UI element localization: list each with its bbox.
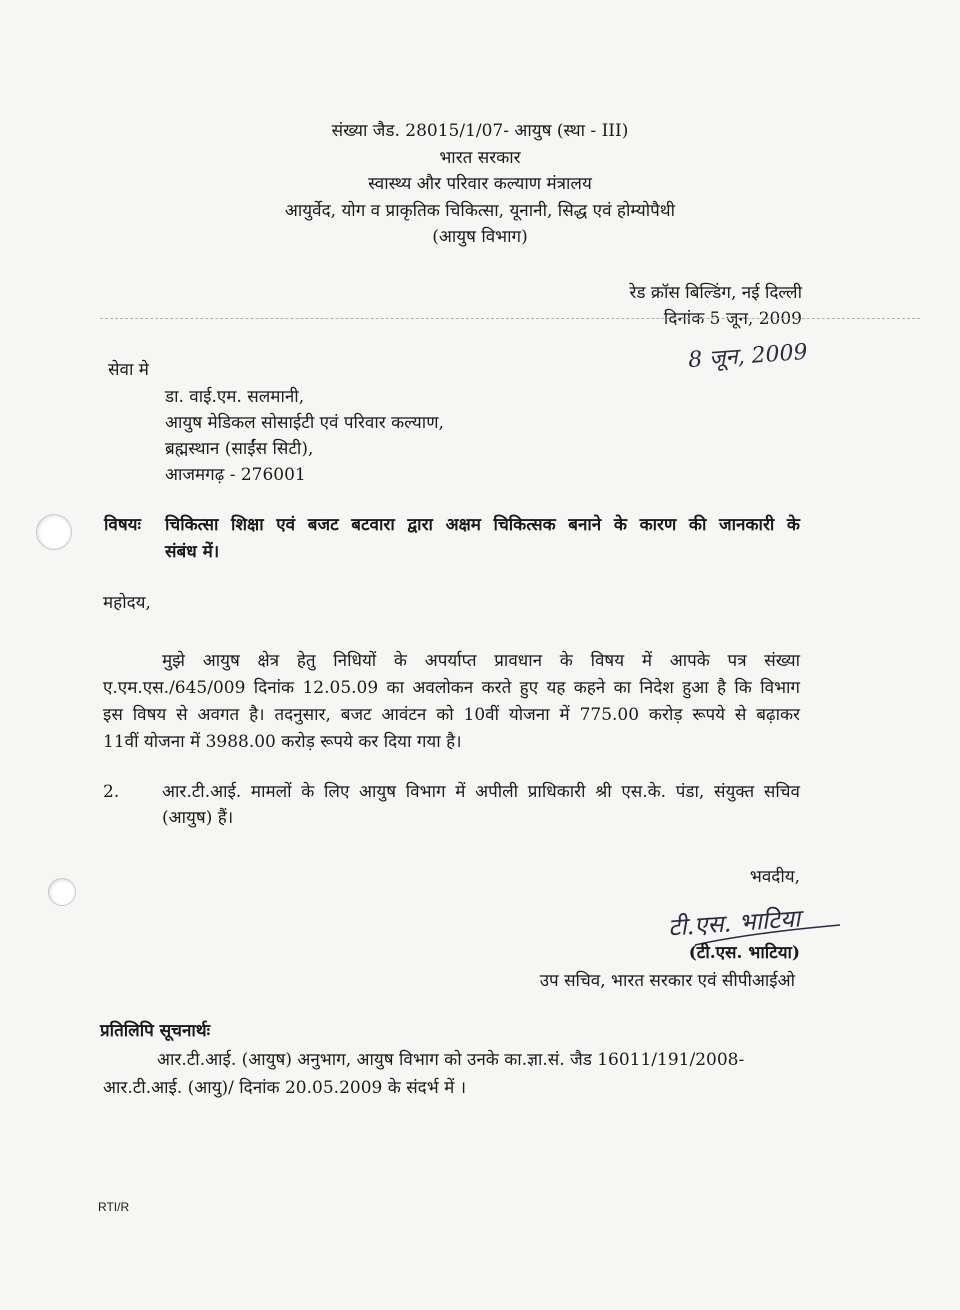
greeting: महोदय,	[103, 593, 151, 613]
recipient-line: ब्रह्मस्थान (साईंस सिटी),	[165, 439, 314, 459]
copy-line-1: आर.टी.आई. (आयुष) अनुभाग, आयुष विभाग को उनके का.ज्ञा.सं. जैड 16011/191/2008-	[157, 1050, 745, 1070]
ministry-name: स्वास्थ्य और परिवार कल्याण मंत्रालय	[368, 174, 592, 194]
para1-line: 11वीं योजना में 3988.00 करोड़ रूपये कर दिया गया है।	[103, 732, 462, 752]
para2-line-2: (आयुष) हैं।	[162, 808, 234, 828]
copy-heading: प्रतिलिपि सूचनार्थः	[100, 1021, 211, 1041]
punch-hole-bottom	[48, 878, 76, 906]
date: दिनांक 5 जून, 2009	[663, 309, 802, 329]
subject-line-2: संबंध में।	[165, 542, 220, 562]
para1-line: इस विषय से अवगत है। तदनुसार, बजट आवंटन को 10वीं योजना में 775.00 करोड़ रूपये से बढ़ाकर	[103, 705, 800, 725]
subject-line-1: चिकित्सा शिक्षा एवं बजट बटवारा द्वारा अक्षम चिकित्सक बनाने के कारण की जानकारी के	[165, 515, 800, 535]
para2-number: 2.	[103, 782, 120, 802]
signatory-designation: उप सचिव, भारत सरकार एवं सीपीआईओ	[539, 971, 795, 991]
para2-line-1: आर.टी.आई. मामलों के लिए आयुष विभाग में अपीली प्राधिकारी श्री एस.के. पंडा, संयुक्त सचिव	[162, 782, 800, 802]
signatory-name: (टी.एस. भाटिया)	[688, 943, 800, 963]
recipient-line: आयुष मेडिकल सोसाईटी एवं परिवार कल्याण,	[165, 413, 444, 433]
govt-name: भारत सरकार	[439, 148, 521, 168]
para1-line: मुझे आयुष क्षेत्र हेतु निधियों के अपर्याप्त प्रावधान के विषय में आपके पत्र संख्या	[162, 651, 800, 671]
para1-line: ए.एम.एस./645/009 दिनांक 12.05.09 का अवलोकन करते हुए यह कहने का निदेश हुआ है कि विभाग	[103, 678, 800, 698]
handwritten-date: 8 जून, 2009	[687, 339, 809, 374]
punch-hole-top	[36, 514, 72, 550]
place: रेड क्रॉस बिल्डिंग, नई दिल्ली	[629, 283, 802, 303]
subject-label: विषयः	[104, 515, 141, 535]
recipient-line: डा. वाई.एम. सलमानी,	[165, 387, 305, 407]
department-name: (आयुष विभाग)	[432, 227, 528, 247]
reference-number: संख्या जैड. 28015/1/07- आयुष (स्था - III)	[331, 121, 629, 141]
footer-code: RTI/R	[98, 1200, 130, 1214]
recipient-line: आजमगढ़ - 276001	[165, 465, 306, 485]
systems-line: आयुर्वेद, योग व प्राकृतिक चिकित्सा, यूनानी, सिद्ध एवं होम्योपैथी	[284, 201, 676, 221]
signature: टी.एस. भाटिया	[667, 904, 802, 942]
divider-line	[100, 318, 920, 319]
copy-line-2: आर.टी.आई. (आयु)/ दिनांक 20.05.2009 के संदर्भ में ।	[103, 1078, 467, 1098]
addressee-prefix: सेवा मे	[108, 360, 149, 380]
closing: भवदीय,	[749, 867, 800, 887]
